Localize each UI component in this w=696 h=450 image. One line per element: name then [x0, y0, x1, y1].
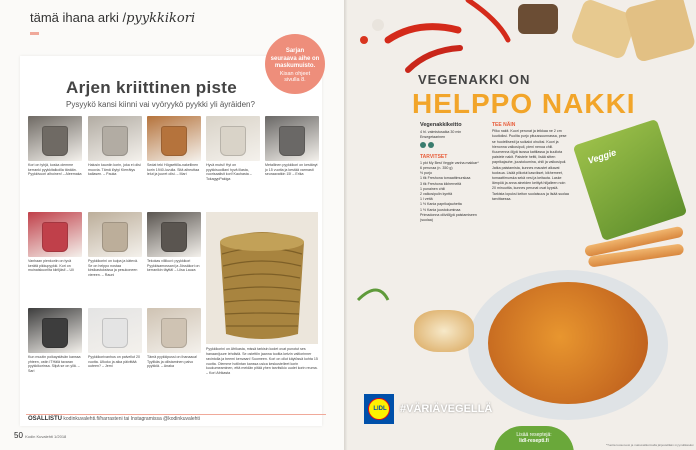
photo-tile [265, 116, 319, 177]
photo-caption: Pyykkikorivanhus on palvellut 20 vuotta. Ulkoko ja aika päivittää uuteen? – Jemi [88, 355, 140, 369]
diet-icons [420, 142, 495, 150]
ingredient-item: 2 valkosipulin kynttä [420, 192, 453, 197]
participate-label: OSALLISTU [28, 416, 62, 422]
woven-basket-illustration [206, 212, 318, 344]
photo-tile [28, 308, 82, 374]
photo-tile [147, 116, 201, 177]
ingredient-item: 1 ½ Kania juustokuminaa [420, 207, 461, 212]
badge-line: Sarjan [285, 48, 305, 54]
laundry-basket-photo [265, 116, 319, 161]
badge-line: sivulla 8. [284, 77, 306, 84]
page-headline: Arjen kriittinen piste [66, 78, 237, 97]
package-label: Veggie [586, 147, 618, 166]
photo-caption: Sedat teki Högsettilla-nakellinen korin 1940-luvulla. Sitä aiheuttaa lelut ja juuret olisi. – Mari [147, 163, 200, 177]
ingredient-item: (suolaa) [420, 218, 433, 223]
photo-caption: Hyvä mutsi! Hyt on pyykkisuoillani hyvä illasta, vuorisaalisit kori! Kauhasta – TokagypPakiga [206, 163, 252, 182]
ad-title-line1: VEGENAKKI ON [418, 72, 531, 87]
photo-caption: Tämä pyykkipussi on ihanaaca! Tyylikäs ja ollistaminen palvo pyykkiä. – Anaka [147, 355, 198, 369]
logo-text: LIDL [373, 406, 387, 412]
recipe-title: Vegenakkikeitto [420, 122, 462, 128]
recipe-meta-2: Ensegetaarinen [420, 135, 446, 140]
pink-strip [30, 32, 39, 35]
participate-text: kodinkuvalehti.fi/harrasteni tai Instagramissa @kodinkuvalehti [63, 416, 200, 422]
photo-tile [147, 212, 201, 273]
badge-line: maskumuisto. [274, 63, 316, 69]
fine-print: *Tuotta tuotevuosi ja makuvalikoimalla järjestellään myymälässäsi [606, 443, 694, 447]
recipe-steps [492, 122, 570, 202]
basket-shape [102, 318, 128, 348]
laundry-basket-photo [147, 212, 201, 257]
section-prefix: tämä ihana arki / [30, 10, 127, 25]
featured-photo-caption: Pyykkikorini on Afrikasta, missä tarkisin kodet ovat punotut ses hanaanijuure lehdistä. Se ostettiin jaanna tooltia ketzin valtiorinner ravintolla ja beemi kenvaan! Suomeen. Kori on ollut käytössä kohta 15 vuotta. Olemme hotlintan kanssa usica keskustelleet korin kuukumeaminen, että meidän pitää yhen tarvitsikio uudet korin reuma. – Kori Afrikasta [206, 347, 318, 376]
basket-shape [42, 318, 68, 348]
steps-text: Pilko nakit. Kuori perunat ja leikkaa ne 2 cm kuutioiksi. Puolita purjo pituussuunnassa, pese se huolellisesti ja suikaloi ohuiksi. Kuori ja hienonna valkosipuli, pieni nenoa chili. Kuumenna öljyä isossa kattilassa ja kuullota paistele nakit. Paistele heltti, lisää sitten paprikajauhe, juustokumina, chili ja valkosipuli. Jatka paistamista, kunnes maustet alkavat tuoksua. Lisää pilkotut kasvikset, kikherneet, tomaattimurska sekä vesi ja keitauta. Laske lämpöä ja anna aineiden keittyä hiljalleen noin 20 minuuttia, kunnes perunat ovat kypsiä. Tarkista lopuksi keiton suolaisuus ja lisää suolaa tarvittaessa. [492, 129, 569, 201]
basket-shape [102, 222, 128, 252]
ingredient-item: 3 tlk Freshona kikherneitä [420, 181, 462, 186]
next-topic-badge [265, 34, 325, 94]
laundry-basket-photo [88, 212, 142, 257]
woven-basket-photo [206, 212, 318, 344]
ingredient-item: 1 ½ Kania paprikajauhetta [420, 202, 462, 207]
ingredient-item: 1 pkt My Best Veggie vanha.makkar* [420, 160, 479, 165]
left-page [0, 0, 344, 450]
vegan-icon [420, 142, 426, 148]
basket-shape [161, 126, 187, 156]
photo-caption: Metallinen pyykkikori on kestänyt jo 15 vuotta ja kestää varmasti seuraavatkin 15! – Erika [265, 163, 318, 177]
ingredient-item: 1 l vettä [420, 197, 433, 202]
participate-footer [28, 416, 200, 422]
photo-tile [147, 308, 201, 369]
ingredient-item: 1 tlk Freshona tomaattimurskaa [420, 176, 471, 181]
photo-tile [88, 212, 142, 278]
photo-caption: Vanhaan pienkoriin on tyvä kerätä pikkupyykki. Kori on muinaiskuorilta kiiriljäsi! – Uli [28, 259, 74, 273]
photo-tile [88, 116, 142, 177]
lidl-logo [364, 394, 394, 424]
featured-photo-tile [206, 212, 318, 376]
ingredients-list [420, 161, 495, 223]
recipe-meta: 4 hl. valmistusaika 30 min [420, 129, 462, 134]
photo-tile [28, 212, 82, 273]
photo-tile [88, 308, 142, 369]
basket-shape [161, 222, 187, 252]
ingredient-item: ½ purjo [420, 171, 432, 176]
page-number [14, 431, 66, 440]
campaign-hashtag: #VÄRIÄVEGELLÄ [400, 403, 493, 415]
laundry-basket-photo [28, 308, 82, 353]
photo-tile [28, 116, 82, 177]
section-script: pyykkikori [126, 11, 196, 26]
laundry-basket-photo [147, 116, 201, 161]
cta-line2: lidl-resepti.fi [519, 438, 549, 444]
photo-caption: Tekokas villikuvi: pyykkikori Pyykkisamossani ja Jössäkori on kerranikin täyttä! – Liisa Lauza [147, 259, 200, 273]
ingredient-item: 1 punainen chili [420, 186, 445, 191]
recipe-ingredients [420, 122, 495, 223]
basket-shape [42, 222, 68, 252]
soup-illustration [488, 282, 648, 404]
badge-line: seuraava aihe on [270, 55, 320, 62]
ingredients-heading: TARVITSET [420, 153, 448, 160]
laundry-basket-photo [28, 212, 82, 257]
section-kicker [30, 10, 195, 26]
page-meta: Kodin Kuvalehti 1/2018 [25, 434, 67, 439]
ingredient-item: Primadonna oliiviöljyä paistamiseen [420, 212, 477, 217]
steps-heading: TEE NÄIN [492, 122, 516, 128]
laundry-basket-photo [28, 116, 82, 161]
photo-caption: Halusin kauniin korin, joka ei olisi muovia. Tämä löytyi Kierrätys kallasen. – Pauka [88, 163, 141, 177]
page-subhead: Pysyykö kansi kiinni vai vyöryykö pyykki yli äyräiden? [66, 100, 255, 109]
page-number-value: 50 [14, 431, 23, 440]
badge-line: Kisan ohjeet [279, 70, 311, 77]
laundry-basket-photo [206, 116, 260, 161]
photo-caption: Pyykkikorini on kulpa ja kätevä. Se on helppo nostaa kirsikastuksissa ja pesukoneen viereen. – Rauni [88, 259, 138, 278]
basket-shape [279, 126, 305, 156]
ingredient-item: 6 perunaa (n. 350 g) [420, 166, 453, 171]
basket-shape [220, 126, 246, 156]
basket-shape [42, 126, 68, 156]
footer-divider [26, 414, 326, 415]
bread-illustration [414, 310, 474, 352]
laundry-basket-photo [88, 308, 142, 353]
laundry-basket-photo [88, 116, 142, 161]
cta-line1: Lisää reseptejä: [516, 432, 552, 438]
basket-shape [161, 318, 187, 348]
photo-caption: Kori on tyhjä, koska olemme kerranki pyykkitalkoilla tänään. Pyykkivuori alhoinen! – Aleemaka [28, 163, 82, 177]
photo-caption: Kun muutin poikaystävän kanssa yhteen, ostin ITHälä tavaran pyykkikorinsa. Silpä se on yllä. – Sari [28, 355, 81, 374]
laundry-basket-photo [147, 308, 201, 353]
lactose-free-icon [428, 142, 434, 148]
right-page-ad [348, 0, 696, 450]
basket-shape [102, 126, 128, 156]
photo-tile [206, 116, 260, 182]
ad-title-line2: HELPPO NAKKI [412, 88, 636, 119]
